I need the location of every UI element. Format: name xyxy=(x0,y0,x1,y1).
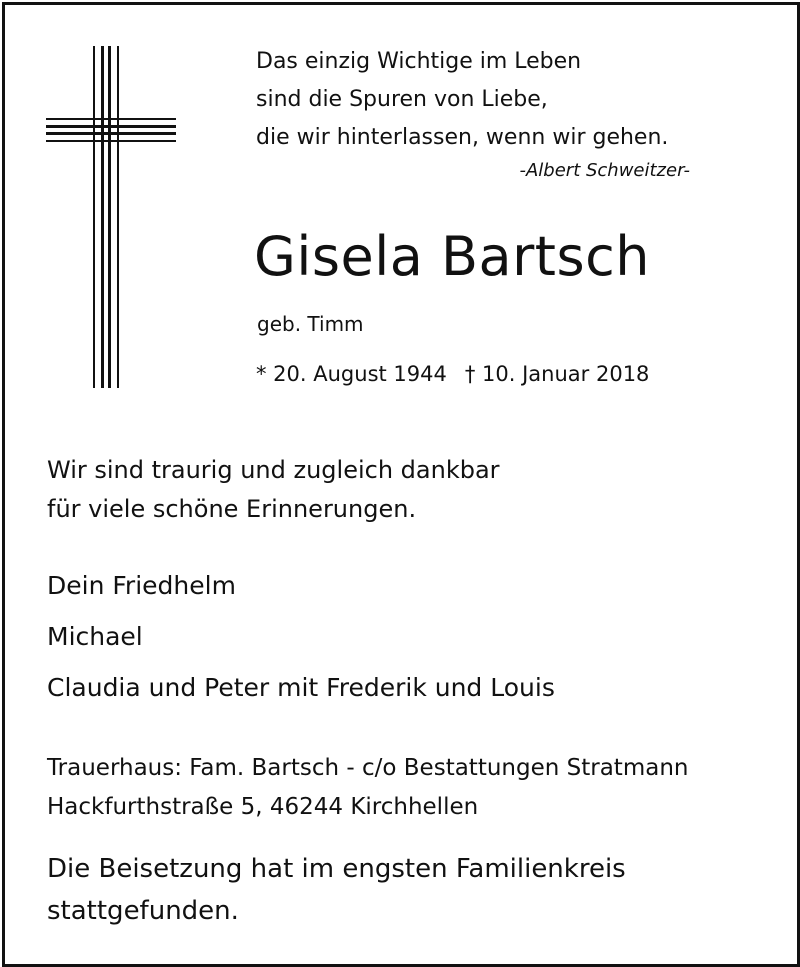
birth-name: geb. Timm xyxy=(257,312,364,336)
quote-line: Das einzig Wichtige im Leben xyxy=(256,49,582,74)
deceased-name: Gisela Bartsch xyxy=(254,225,651,288)
life-dates xyxy=(256,362,649,386)
mourner-entry: Claudia und Peter mit Frederik und Louis xyxy=(47,673,555,702)
message-line: für viele schöne Erinnerungen. xyxy=(47,495,417,523)
cross-icon xyxy=(46,46,176,388)
quote-line: die wir hinterlassen, wenn wir gehen. xyxy=(256,125,669,150)
address-line: Hackfurthstraße 5, 46244 Kirchhellen xyxy=(47,794,479,820)
mourners-list xyxy=(47,560,555,713)
condolence-message xyxy=(47,451,500,529)
quote xyxy=(256,43,668,157)
funeral-note-line: Die Beisetzung hat im engsten Familienkreis xyxy=(47,854,626,884)
quote-author: -Albert Schweitzer- xyxy=(519,160,690,181)
funeral-note xyxy=(47,848,626,932)
mourning-house-address xyxy=(47,749,688,827)
death-date: † 10. Januar 2018 xyxy=(464,362,650,386)
birth-date: * 20. August 1944 xyxy=(256,362,447,386)
message-line: Wir sind traurig und zugleich dankbar xyxy=(47,456,500,484)
mourner-entry: Dein Friedhelm xyxy=(47,571,236,600)
funeral-note-line: stattgefunden. xyxy=(47,896,239,926)
quote-line: sind die Spuren von Liebe, xyxy=(256,87,548,112)
mourner-entry: Michael xyxy=(47,622,143,651)
address-line: Trauerhaus: Fam. Bartsch - c/o Bestattungen Stratmann xyxy=(47,755,689,781)
